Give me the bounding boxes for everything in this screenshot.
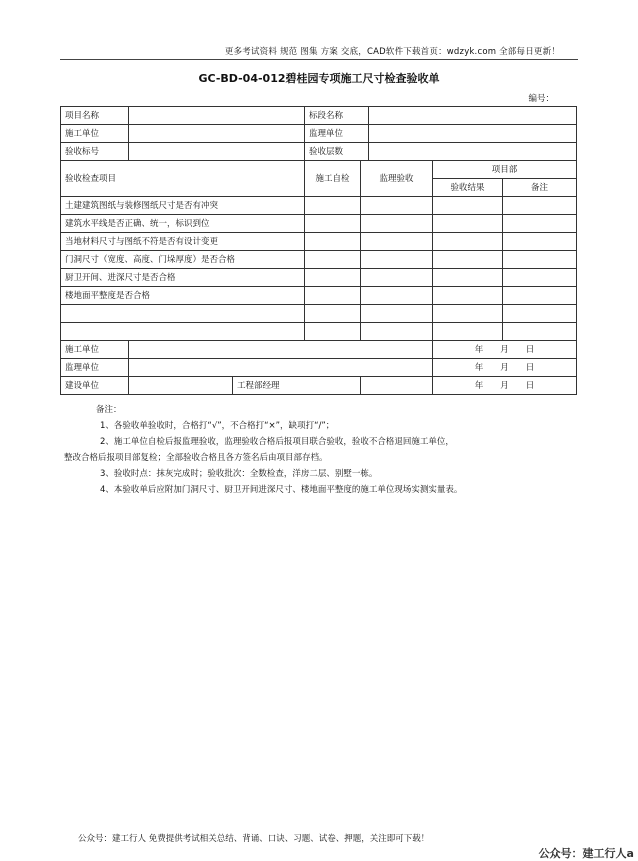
result-cell	[433, 197, 503, 215]
check-item-label: 门洞尺寸（宽度、高度、门垛厚度）是否合格	[61, 251, 305, 269]
remark-cell	[503, 197, 577, 215]
acceptance-floors-value	[369, 143, 577, 161]
sign-builder-space	[129, 377, 233, 395]
self-check-cell	[305, 233, 361, 251]
signature-row	[61, 341, 577, 359]
contractor-value	[129, 125, 305, 143]
result-cell	[433, 305, 503, 323]
sign-supervisor-space	[129, 359, 433, 377]
check-item-row	[61, 269, 577, 287]
info-row	[61, 143, 577, 161]
document-number-label: 编号：	[528, 94, 554, 104]
column-header-row	[61, 161, 577, 179]
sign-contractor-label: 施工单位	[61, 341, 129, 359]
watermark: 公众号：建工行人a	[538, 847, 634, 860]
self-check-cell	[305, 305, 361, 323]
remark-header: 备注	[503, 179, 577, 197]
acceptance-part-label: 验收标号	[61, 143, 129, 161]
remark-cell	[503, 269, 577, 287]
supervisor-cell	[361, 215, 433, 233]
self-check-cell	[305, 323, 361, 341]
supervisor-cell	[361, 269, 433, 287]
supervisor-label: 监理单位	[305, 125, 369, 143]
result-header: 验收结果	[433, 179, 503, 197]
sign-date: 年 月 日	[433, 359, 577, 377]
self-check-header: 施工自检	[305, 161, 361, 197]
project-name-label: 项目名称	[61, 107, 129, 125]
note-line: 3、验收时点：抹灰完成时；验收批次：全数检查，洋房二层、别墅一栋。	[100, 469, 378, 479]
note-line: 4、本验收单后应附加门洞尺寸、厨卫开间进深尺寸、楼地面平整度的施工单位现场实测实量表。	[100, 485, 463, 495]
self-check-cell	[305, 215, 361, 233]
document-title: GC-BD-04-012碧桂园专项施工尺寸检查验收单	[198, 72, 440, 85]
section-name-label: 标段名称	[305, 107, 369, 125]
supervisor-cell	[361, 287, 433, 305]
supervisor-cell	[361, 233, 433, 251]
engineering-manager-label: 工程部经理	[233, 377, 361, 395]
header-rule	[60, 59, 578, 60]
result-cell	[433, 323, 503, 341]
remark-cell	[503, 305, 577, 323]
supervisor-value	[369, 125, 577, 143]
note-line: 2、施工单位自检后报监理验收，监理验收合格后报项目联合验收，验收不合格退回施工单位，	[100, 437, 454, 447]
check-items-header: 验收检查项目	[61, 161, 305, 197]
check-item-label: 厨卫开间、进深尺寸是否合格	[61, 269, 305, 287]
self-check-cell	[305, 287, 361, 305]
inspection-form-table	[60, 106, 577, 395]
remark-cell	[503, 287, 577, 305]
notes-heading: 备注：	[96, 405, 122, 415]
sign-builder-label: 建设单位	[61, 377, 129, 395]
note-line: 整改合格后报项目部复检；全部验收合格且各方签名后由项目部存档。	[64, 453, 328, 463]
check-item-label: 建筑水平线是否正确、统一，标识到位	[61, 215, 305, 233]
self-check-cell	[305, 251, 361, 269]
check-item-label	[61, 323, 305, 341]
remark-cell	[503, 251, 577, 269]
remark-cell	[503, 233, 577, 251]
check-item-label: 当地材料尺寸与图纸不符是否有设计变更	[61, 233, 305, 251]
check-item-label: 楼地面平整度是否合格	[61, 287, 305, 305]
result-cell	[433, 233, 503, 251]
check-item-row	[61, 287, 577, 305]
remark-cell	[503, 215, 577, 233]
check-item-row	[61, 323, 577, 341]
sign-supervisor-label: 监理单位	[61, 359, 129, 377]
acceptance-floors-label: 验收层数	[305, 143, 369, 161]
notes-section	[64, 402, 576, 498]
check-item-label	[61, 305, 305, 323]
remark-cell	[503, 323, 577, 341]
supervisor-cell	[361, 305, 433, 323]
check-item-row	[61, 251, 577, 269]
sign-contractor-space	[129, 341, 433, 359]
self-check-cell	[305, 197, 361, 215]
supervisor-cell	[361, 197, 433, 215]
acceptance-part-value	[129, 143, 305, 161]
check-item-row	[61, 215, 577, 233]
site-header-note: 更多考试资料 规范 图集 方案 交底，CAD软件下载首页：wdzyk.com 全部每日更新！	[224, 47, 560, 57]
check-item-row	[61, 305, 577, 323]
info-row	[61, 107, 577, 125]
info-row	[61, 125, 577, 143]
self-check-cell	[305, 269, 361, 287]
signature-row	[61, 377, 577, 395]
engineering-manager-space	[361, 377, 433, 395]
supervisor-check-header: 监理验收	[361, 161, 433, 197]
project-name-value	[129, 107, 305, 125]
note-line: 1、各验收单验收时，合格打“√”，不合格打“×”，缺项打“/”；	[100, 421, 335, 431]
check-item-row	[61, 197, 577, 215]
check-item-row	[61, 233, 577, 251]
sign-date: 年 月 日	[433, 341, 577, 359]
check-item-label: 土建建筑图纸与装修图纸尺寸是否有冲突	[61, 197, 305, 215]
footer-text: 公众号：建工行人 免费提供考试相关总结、背诵、口诀、习题、试卷、押题，关注即可下载！	[78, 834, 430, 844]
section-name-value	[369, 107, 577, 125]
result-cell	[433, 251, 503, 269]
supervisor-cell	[361, 251, 433, 269]
result-cell	[433, 287, 503, 305]
result-cell	[433, 215, 503, 233]
result-cell	[433, 269, 503, 287]
sign-date: 年 月 日	[433, 377, 577, 395]
signature-row	[61, 359, 577, 377]
supervisor-cell	[361, 323, 433, 341]
contractor-label: 施工单位	[61, 125, 129, 143]
project-dept-header: 项目部	[433, 161, 577, 179]
